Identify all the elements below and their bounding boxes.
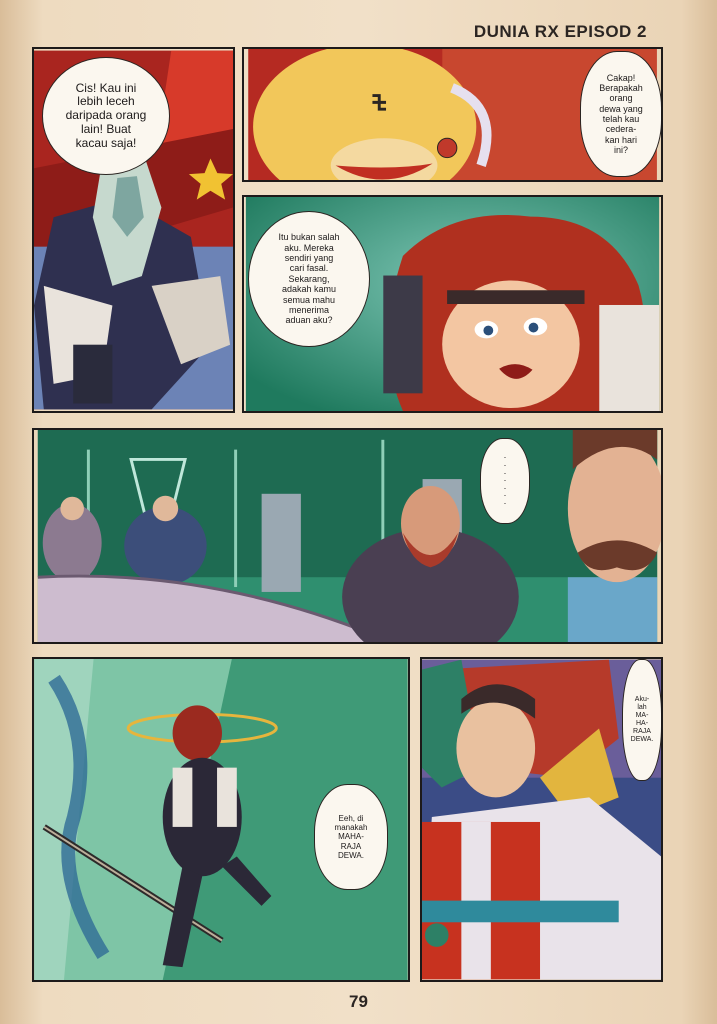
panel-2 [242, 47, 663, 182]
panel-3 [242, 195, 663, 413]
panel-3-speech-bubble: Itu bukan salah aku. Mereka sendiri yang cari fasal. Sekarang, adakah kamu semua mahu menerima aduan aku? [248, 211, 370, 347]
page-header-title: DUNIA RX EPISOD 2 [473, 22, 647, 41]
panel-1 [32, 47, 235, 413]
panel-5 [32, 657, 410, 982]
panel-4 [32, 428, 663, 644]
panel-1-speech-bubble: Cis! Kau ini lebih leceh daripada orang lain! Buat kacau saja! [42, 57, 170, 175]
page-number: 79 [349, 992, 368, 1011]
panel-4-art [34, 430, 661, 642]
panel-6-speech-bubble: Aku- lah MA- HA- RAJA DEWA. [622, 659, 662, 781]
panel-2-speech-bubble: Cakap! Berapakah orang dewa yang telah kau cedera- kan hari ini? [580, 51, 662, 177]
panel-5-speech-bubble: Eeh, di manakah MAHA- RAJA DEWA. [314, 784, 388, 890]
panel-4-speech-bubble: · · · · · · · [480, 438, 530, 524]
panel-6 [420, 657, 663, 982]
